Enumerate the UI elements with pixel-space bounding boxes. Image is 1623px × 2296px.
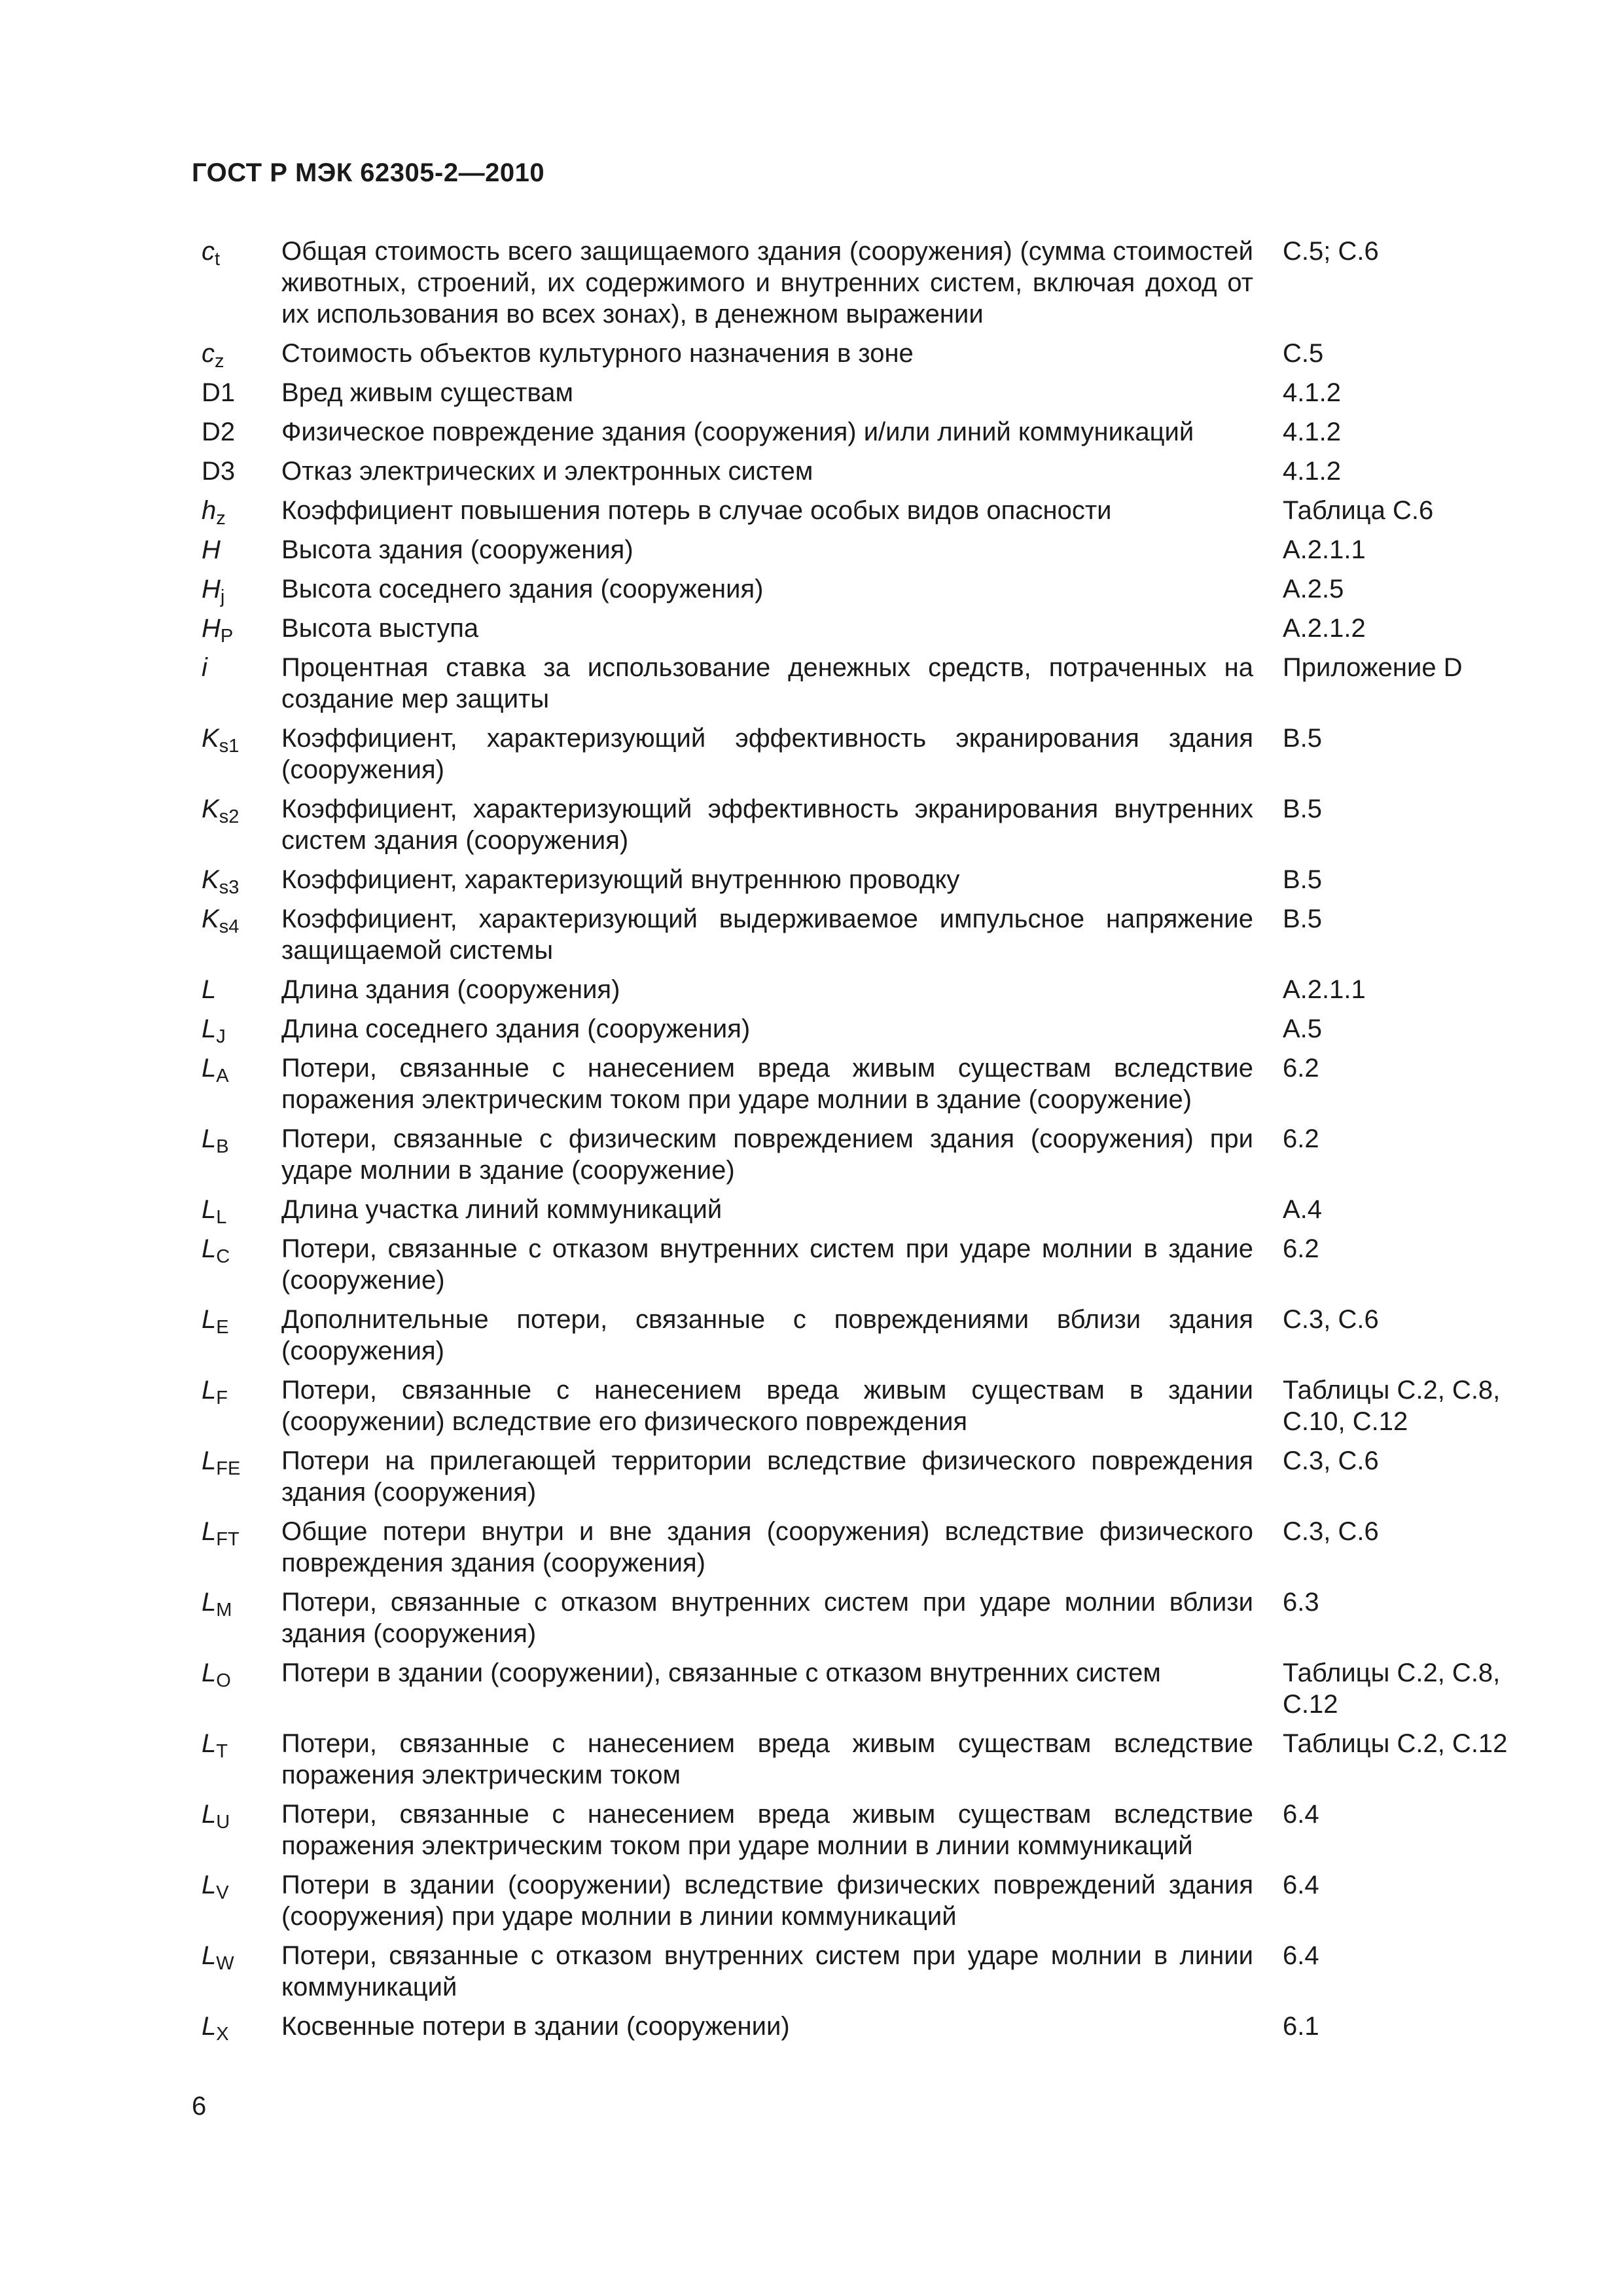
symbol-base: L xyxy=(202,1729,217,1758)
symbol-base: i xyxy=(202,653,207,682)
symbol xyxy=(192,652,281,683)
symbol-row xyxy=(192,456,1514,487)
symbol xyxy=(192,1799,281,1833)
symbol-reference: B.5 xyxy=(1283,724,1323,753)
symbol-reference: 6.2 xyxy=(1283,1234,1319,1263)
symbol-base: L xyxy=(202,1659,217,1687)
symbol-subscript: J xyxy=(216,1026,226,1047)
symbol-base: D1 xyxy=(202,378,236,407)
symbol-subscript: s4 xyxy=(219,916,240,937)
symbol-subscript: FT xyxy=(216,1529,240,1550)
symbol-description: Вред живым существам xyxy=(281,378,574,407)
symbol-subscript: M xyxy=(216,1600,232,1621)
symbol-row xyxy=(192,652,1514,715)
symbol-row xyxy=(192,236,1514,330)
symbol xyxy=(192,1869,281,1901)
symbol-row xyxy=(192,2011,1514,2045)
symbol-base: h xyxy=(202,496,217,525)
symbol-subscript: U xyxy=(216,1812,230,1833)
symbol xyxy=(192,613,281,647)
symbol-reference: C.3, C.6 xyxy=(1283,1517,1379,1546)
symbol-subscript: z xyxy=(215,351,224,372)
symbol xyxy=(192,1516,281,1550)
symbol-reference: 4.1.2 xyxy=(1283,418,1341,446)
symbol-base: L xyxy=(202,1517,217,1546)
symbol-description: Физическое повреждение здания (сооружения) и/или линий коммуникаций xyxy=(281,418,1194,446)
symbol-reference: Приложение D xyxy=(1283,653,1463,682)
symbol-row xyxy=(192,1445,1514,1508)
symbol-description: Потери, связанные с нанесением вреда живым существам в здании (сооружении) вследствие его физического повреждения xyxy=(281,1376,1253,1436)
symbol-base: D2 xyxy=(202,418,236,446)
symbol-base: K xyxy=(202,865,219,894)
symbol-reference: Таблица C.6 xyxy=(1283,496,1434,525)
symbol-subscript: t xyxy=(215,249,221,270)
symbol-base: D3 xyxy=(202,457,236,486)
symbol xyxy=(192,573,281,605)
symbol xyxy=(192,1013,281,1045)
symbol-base: L xyxy=(202,1124,217,1153)
symbol-row xyxy=(192,1013,1514,1045)
symbol-row xyxy=(192,974,1514,1005)
symbol-reference: A.2.1.1 xyxy=(1283,975,1366,1004)
symbol xyxy=(192,1940,281,1974)
symbol-subscript: L xyxy=(216,1207,227,1228)
symbol-subscript: E xyxy=(216,1317,229,1338)
symbol xyxy=(192,1445,281,1477)
symbol-description: Потери, связанные с отказом внутренних систем при ударе молнии в линии коммуникаций xyxy=(281,1941,1253,2001)
symbol-description: Потери на прилегающей территории вследствие физического повреждения здания (сооружения) xyxy=(281,1446,1253,1507)
symbol xyxy=(192,1123,281,1155)
symbol-description: Отказ электрических и электронных систем xyxy=(281,457,813,486)
symbol-base: L xyxy=(202,1234,217,1263)
symbol-reference: 6.1 xyxy=(1283,2012,1319,2041)
symbol-base: L xyxy=(202,1014,217,1043)
symbol xyxy=(192,864,281,898)
symbol-reference: 6.2 xyxy=(1283,1124,1319,1153)
symbol-base: L xyxy=(202,1941,217,1970)
symbol xyxy=(192,723,281,757)
symbol-row xyxy=(192,1940,1514,2003)
symbol-row xyxy=(192,338,1514,372)
symbol-description: Высота соседнего здания (сооружения) xyxy=(281,575,764,603)
symbol-description: Общие потери внутри и вне здания (сооружения) вследствие физического повреждения здания (сооружения) xyxy=(281,1517,1253,1577)
symbol-description: Высота выступа xyxy=(281,614,479,643)
symbol-row xyxy=(192,903,1514,966)
symbol-subscript: T xyxy=(216,1741,228,1762)
symbol-row xyxy=(192,1728,1514,1791)
symbol-description: Общая стоимость всего защищаемого здания (сооружения) (сумма стоимостей животных, строений, их содержимого и внутренних систем, включая доход от их использования во всех зонах), в денежном выражении xyxy=(281,237,1253,329)
symbol-subscript: F xyxy=(216,1388,228,1408)
symbol xyxy=(192,534,281,565)
symbol-base: L xyxy=(202,1800,217,1829)
symbol-row xyxy=(192,723,1514,785)
symbol-reference: A.2.1.1 xyxy=(1283,535,1366,564)
symbol-description: Коэффициент, характеризующий внутреннюю проводку xyxy=(281,865,960,894)
symbol-base: L xyxy=(202,2012,217,2041)
symbol-row xyxy=(192,1869,1514,1932)
symbol-row xyxy=(192,1233,1514,1296)
symbol-reference: 6.2 xyxy=(1283,1054,1319,1083)
symbol-reference: B.5 xyxy=(1283,795,1323,823)
symbol-base: K xyxy=(202,724,219,753)
symbol-row xyxy=(192,495,1514,529)
symbol-subscript: j xyxy=(220,586,225,607)
symbol-description: Коэффициент, характеризующий эффективность экранирования внутренних систем здания (сооружения) xyxy=(281,795,1253,855)
symbol-reference: A.2.5 xyxy=(1283,575,1344,603)
symbol-subscript: FE xyxy=(216,1458,241,1479)
symbol-reference: 4.1.2 xyxy=(1283,378,1341,407)
symbol-row xyxy=(192,1123,1514,1186)
symbol-row xyxy=(192,377,1514,408)
symbol-subscript: V xyxy=(216,1882,229,1903)
symbol-base: L xyxy=(202,1305,217,1334)
symbol-description: Потери, связанные с отказом внутренних систем при ударе молнии в здание (сооружение) xyxy=(281,1234,1253,1295)
symbol-base: L xyxy=(202,1195,217,1224)
symbol-subscript: C xyxy=(216,1246,230,1267)
symbol-description: Длина соседнего здания (сооружения) xyxy=(281,1014,751,1043)
symbol-reference: C.3, C.6 xyxy=(1283,1305,1379,1334)
symbol xyxy=(192,1728,281,1762)
symbol-description: Потери, связанные с физическим повреждением здания (сооружения) при ударе молнии в здание (сооружение) xyxy=(281,1124,1253,1185)
symbol-row xyxy=(192,1657,1514,1720)
symbol-base: K xyxy=(202,795,219,823)
symbol-row xyxy=(192,1516,1514,1579)
symbol xyxy=(192,793,281,825)
symbol-description: Коэффициент, характеризующий выдерживаемое импульсное напряжение защищаемой системы xyxy=(281,905,1253,965)
symbol xyxy=(192,1194,281,1228)
symbol-reference: 6.4 xyxy=(1283,1941,1319,1970)
symbol-subscript: s1 xyxy=(219,736,240,757)
symbol-description: Коэффициент повышения потерь в случае особых видов опасности xyxy=(281,496,1112,525)
symbol-reference: 6.4 xyxy=(1283,1800,1319,1829)
symbol-row xyxy=(192,1374,1514,1437)
symbol xyxy=(192,2011,281,2045)
symbol-description: Потери в здании (сооружении) вследствие физических повреждений здания (сооружения) при ударе молнии в линии коммуникаций xyxy=(281,1871,1253,1931)
symbol-description: Высота здания (сооружения) xyxy=(281,535,633,564)
symbol-base: L xyxy=(202,1446,217,1475)
symbol-base: H xyxy=(202,575,221,603)
symbol-description: Потери в здании (сооружении), связанные с отказом внутренних систем xyxy=(281,1659,1161,1687)
symbol-row xyxy=(192,613,1514,647)
symbol xyxy=(192,1052,281,1084)
symbol-description: Стоимость объектов культурного назначения в зоне xyxy=(281,339,914,368)
symbol-base: K xyxy=(202,905,219,933)
symbol xyxy=(192,377,281,408)
page-number: 6 xyxy=(192,2092,207,2121)
symbol xyxy=(192,495,281,529)
symbol-reference: B.5 xyxy=(1283,905,1323,933)
symbol-description: Потери, связанные с нанесением вреда живым существам вследствие поражения электрическим током xyxy=(281,1729,1253,1789)
symbol-row xyxy=(192,416,1514,448)
symbol-description: Длина здания (сооружения) xyxy=(281,975,620,1004)
symbol-row xyxy=(192,534,1514,565)
symbol-row xyxy=(192,573,1514,605)
symbol-base: H xyxy=(202,535,221,564)
symbol-base: H xyxy=(202,614,221,643)
symbol-subscript: O xyxy=(216,1670,231,1691)
symbol xyxy=(192,456,281,487)
symbol-description: Потери, связанные с отказом внутренних систем при ударе молнии вблизи здания (сооружения) xyxy=(281,1588,1253,1648)
symbol-reference: C.5; C.6 xyxy=(1283,237,1379,266)
symbol-row xyxy=(192,1304,1514,1367)
symbol-description: Потери, связанные с нанесением вреда живым существам вследствие поражения электрическим током при ударе молнии в здание (сооружение) xyxy=(281,1054,1253,1114)
symbol-reference: C.5 xyxy=(1283,339,1324,368)
symbol-subscript: X xyxy=(216,2024,229,2045)
symbol xyxy=(192,1657,281,1689)
symbol-subscript: s2 xyxy=(219,806,240,827)
symbol-row xyxy=(192,1194,1514,1228)
document-header: ГОСТ Р МЭК 62305-2—2010 xyxy=(192,158,545,187)
symbol xyxy=(192,903,281,935)
symbol-description: Потери, связанные с нанесением вреда живым существам вследствие поражения электрическим током при ударе молнии в линии коммуникаций xyxy=(281,1800,1253,1860)
symbol xyxy=(192,236,281,270)
symbol-base: L xyxy=(202,1588,217,1617)
symbol-reference: 6.4 xyxy=(1283,1871,1319,1899)
symbol-reference: C.3, C.6 xyxy=(1283,1446,1379,1475)
symbol-reference: Таблицы C.2, C.8, C.10, C.12 xyxy=(1283,1376,1501,1436)
symbol-subscript: z xyxy=(216,508,226,529)
symbol xyxy=(192,1304,281,1338)
symbol-reference: A.5 xyxy=(1283,1014,1323,1043)
symbol-reference: A.4 xyxy=(1283,1195,1323,1224)
symbol-subscript: s3 xyxy=(219,877,240,898)
symbol xyxy=(192,1374,281,1406)
symbol-description: Дополнительные потери, связанные с повреждениями вблизи здания (сооружения) xyxy=(281,1305,1253,1365)
symbol xyxy=(192,1233,281,1265)
symbol-description: Процентная ставка за использование денежных средств, потраченных на создание мер защиты xyxy=(281,653,1253,713)
symbol-description: Коэффициент, характеризующий эффективность экранирования здания (сооружения) xyxy=(281,724,1253,784)
symbol-reference: 6.3 xyxy=(1283,1588,1319,1617)
symbol-reference: Таблицы C.2, C.8, C.12 xyxy=(1283,1659,1501,1719)
symbol-row xyxy=(192,1052,1514,1115)
symbol-base: L xyxy=(202,1871,217,1899)
symbol-list xyxy=(192,236,1514,2050)
symbol-row xyxy=(192,1799,1514,1861)
symbol-subscript: A xyxy=(216,1066,229,1086)
symbol-base: L xyxy=(202,1054,217,1083)
symbol xyxy=(192,338,281,372)
symbol-subscript: P xyxy=(220,626,234,647)
symbol-base: L xyxy=(202,1376,217,1405)
symbol-row xyxy=(192,793,1514,856)
symbol-reference: 4.1.2 xyxy=(1283,457,1341,486)
symbol xyxy=(192,974,281,1005)
symbol-base: c xyxy=(202,339,215,368)
symbol-base: L xyxy=(202,975,217,1004)
symbol xyxy=(192,416,281,448)
symbol xyxy=(192,1587,281,1621)
symbol-row xyxy=(192,1587,1514,1649)
symbol-description: Длина участка линий коммуникаций xyxy=(281,1195,722,1224)
symbol-reference: Таблицы C.2, C.12 xyxy=(1283,1729,1508,1758)
symbol-subscript: W xyxy=(216,1953,234,1974)
symbol-row xyxy=(192,864,1514,898)
symbol-subscript: B xyxy=(216,1136,229,1157)
symbol-reference: B.5 xyxy=(1283,865,1323,894)
symbol-base: c xyxy=(202,237,215,266)
symbol-reference: A.2.1.2 xyxy=(1283,614,1366,643)
symbol-description: Косвенные потери в здании (сооружении) xyxy=(281,2012,790,2041)
